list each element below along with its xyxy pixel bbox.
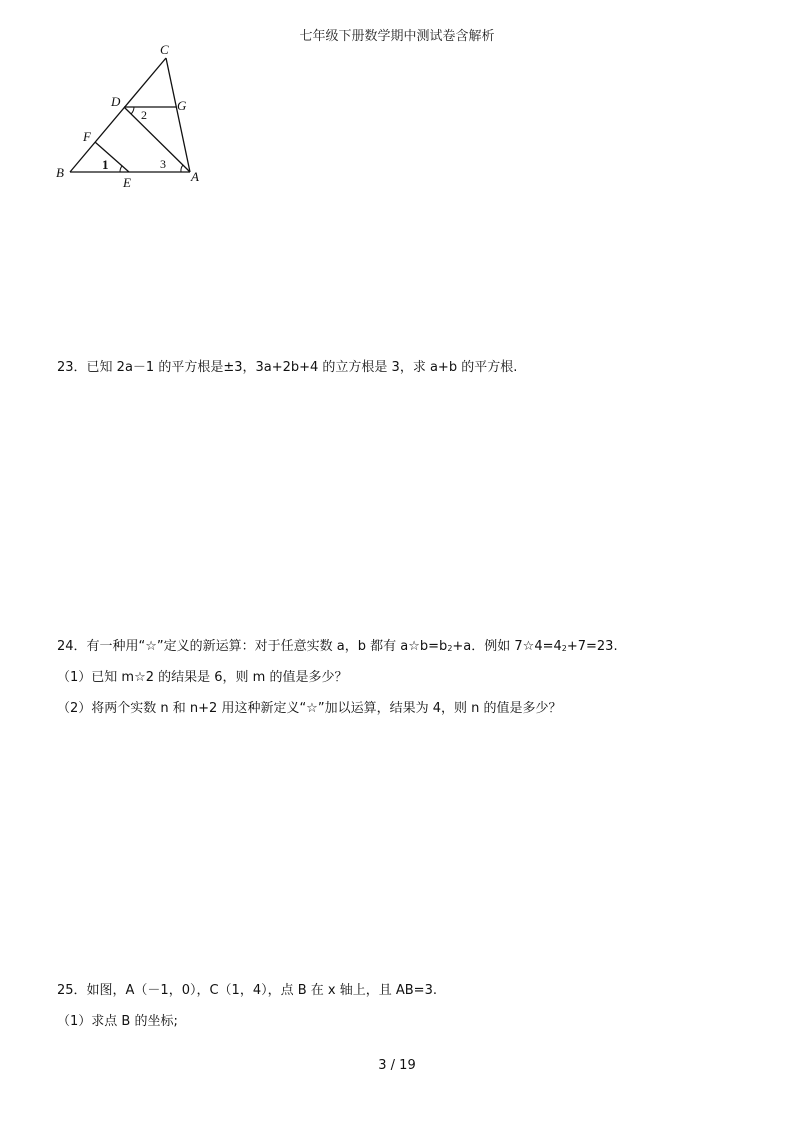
label-e: E (123, 175, 131, 190)
angle-arc-1 (120, 166, 122, 172)
angle-arc-2 (131, 107, 134, 114)
page-header: 七年级下册数学期中测试卷含解析 (299, 29, 495, 44)
question-24-part-1: （1）已知 m☆2 的结果是 6，则 m 的值是多少？ (57, 670, 348, 685)
angle-arc-3 (181, 165, 183, 172)
label-g: G (177, 98, 187, 113)
label-a: A (191, 169, 199, 184)
question-24-part-2: （2）将两个实数 n 和 n+2 用这种新定义“☆”加以运算，结果为 4，则 n 的值是多少？ (57, 701, 562, 716)
question-24-stem-part-c: +7=23. (566, 639, 618, 654)
label-c: C (160, 42, 169, 57)
superscript-2: 2 (447, 644, 453, 653)
label-f: F (83, 129, 91, 144)
question-25-part-1: （1）求点 B 的坐标; (57, 1014, 178, 1029)
segment-da (124, 107, 190, 172)
angle-label-2: 2 (141, 108, 147, 122)
geometry-figure (50, 40, 220, 190)
label-d: D (111, 94, 121, 109)
question-23: 23．已知 2a－1 的平方根是±3，3a+2b+4 的立方根是 3，求 a+b 的平方根. (57, 360, 518, 375)
superscript-2: 2 (561, 644, 567, 653)
angle-label-1: 1 (102, 157, 109, 172)
page-number: 3 / 19 (378, 1058, 416, 1073)
question-25-stem: 25．如图，A（－1，0），C（1，4），点 B 在 x 轴上，且 AB=3. (57, 983, 437, 998)
segment-ca (166, 58, 190, 172)
question-24-stem-part-b: +a．例如 7☆4=4 (452, 639, 562, 654)
segment-fe (95, 142, 129, 172)
question-24-stem-part-a: 24．有一种用“☆”定义的新运算：对于任意实数 a，b 都有 a☆b=b (57, 639, 448, 654)
question-24-stem (57, 635, 618, 654)
angle-label-3: 3 (160, 157, 166, 171)
label-b: B (56, 165, 64, 180)
segment-bc (70, 58, 166, 172)
